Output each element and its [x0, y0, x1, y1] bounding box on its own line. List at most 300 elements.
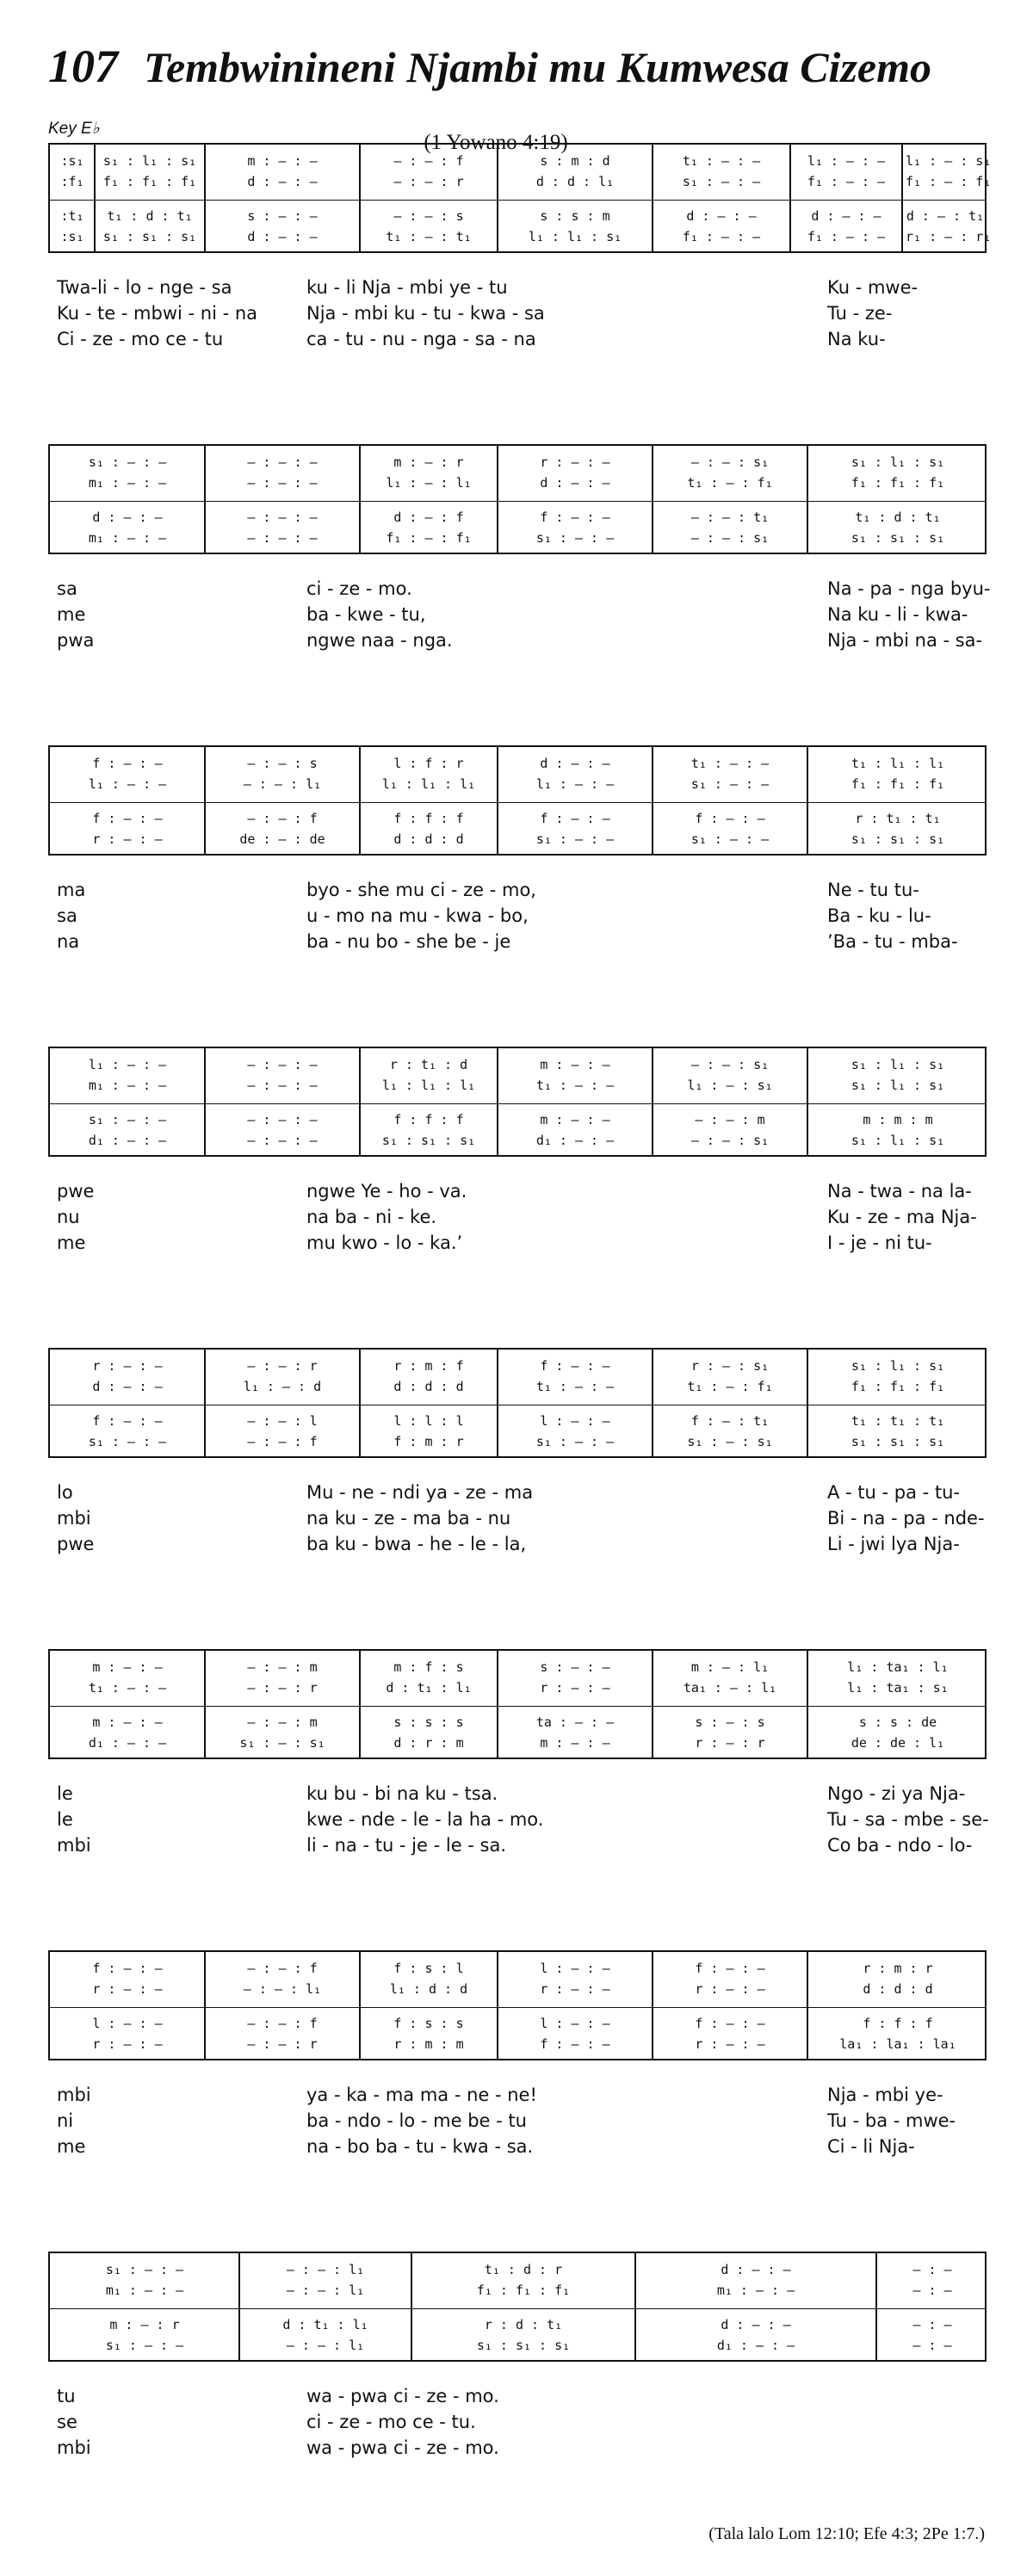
measure-notes: l₁ : ta₁ : l₁: [847, 1659, 949, 1675]
lyric-segment: Na - twa - na la-: [827, 1181, 972, 1202]
voice-row: [50, 1980, 985, 1998]
measure-notes: de : de : l₁: [851, 1735, 945, 1751]
voice-row: [50, 453, 985, 472]
voice-row: [50, 1959, 985, 1978]
measure-notes: d₁ : — : —: [716, 2338, 795, 2353]
measure-notes: s₁ : — : —: [535, 1434, 615, 1449]
measure-notes: f : s : s: [393, 2016, 464, 2031]
staff-divider: [50, 802, 985, 803]
voice-row: [50, 1076, 985, 1095]
measure-notes: m : — : —: [540, 1057, 610, 1072]
measure-notes: s₁ : — : —: [690, 831, 770, 847]
measure-notes: — : — : l₁: [243, 1981, 322, 1997]
measure-notes: s₁ : — : s₁: [687, 1434, 773, 1449]
measure-notes: f₁ : — : f₁: [386, 530, 472, 546]
measure-notes: d : — : —: [247, 174, 318, 189]
measure-notes: m : — : l₁: [690, 1659, 770, 1675]
measure-notes: l₁ : — : l₁: [386, 475, 472, 491]
measure-notes: — : — : m: [695, 1112, 765, 1127]
measure-notes: s₁ : s₁ : s₁: [102, 229, 197, 244]
measure-notes: f : — : t₁: [690, 1413, 770, 1429]
measure-notes: f₁ : f₁ : f₁: [476, 2283, 571, 2298]
measure-notes: f₁ : f₁ : f₁: [851, 475, 945, 491]
measure-notes: — : — : —: [247, 454, 318, 470]
measure-notes: l : — : —: [540, 1413, 610, 1429]
measure-notes: s : s : m: [540, 208, 610, 224]
measure-notes: f : — : —: [695, 1961, 765, 1976]
lyric-segment: Ngo - zi ya Nja-: [827, 1783, 966, 1804]
lyric-segment: Ba - ku - lu-: [827, 905, 931, 926]
voice-row: [50, 172, 992, 191]
measure-notes: t₁ : — : t₁: [386, 229, 472, 244]
measure-notes: :s₁: [60, 153, 84, 169]
voice-row: [50, 508, 985, 527]
measure-notes: s₁ : — : —: [88, 1434, 167, 1449]
lyric-segment: ku bu - bi na ku - tsa.: [306, 1783, 498, 1804]
lyric-segment: lo: [57, 1482, 73, 1503]
measure-notes: s : s : de: [858, 1714, 937, 1730]
measure-notes: s₁ : l₁ : s₁: [851, 1358, 945, 1374]
measure-notes: l₁ : — : —: [88, 1057, 167, 1072]
measure-notes: l₁ : — : s₁: [906, 153, 992, 169]
measure-notes: f₁ : — : —: [807, 229, 886, 244]
measure-notes: — : — : l₁: [286, 2262, 365, 2277]
lyric-segment: ba - ndo - lo - me be - tu: [306, 2110, 527, 2131]
lyric-line: [48, 2136, 987, 2160]
lyric-segment: na ku - ze - ma ba - nu: [306, 1508, 511, 1529]
lyric-segment: me: [57, 1232, 86, 1253]
lyric-segment: ngwe naa - nga.: [306, 630, 453, 651]
measure-notes: f : f : f: [393, 1112, 464, 1127]
measure-notes: s : — : s: [695, 1714, 765, 1730]
measure-notes: — : — : m: [247, 1659, 318, 1675]
measure-notes: — : — : —: [247, 530, 318, 546]
measure-notes: s₁ : l₁ : s₁: [851, 1078, 945, 1093]
measure-notes: r : — : r: [695, 1735, 765, 1751]
lyric-segment: na: [57, 931, 80, 952]
measure-notes: :f₁: [60, 174, 84, 189]
measure-notes: l₁ : d : d: [389, 1981, 468, 1997]
lyric-segment: Tu - ze-: [827, 303, 893, 324]
lyric-segment: ci - ze - mo.: [306, 578, 412, 599]
measure-notes: — : —: [912, 2262, 952, 2277]
measure-notes: — : — : r: [247, 2036, 318, 2052]
lyric-line: [48, 630, 987, 654]
measure-notes: r : — : —: [695, 1981, 765, 1997]
lyric-segment: Ku - ze - ma Nja-: [827, 1207, 977, 1227]
measure-notes: t₁ : d : t₁: [855, 510, 941, 525]
solfa-staff: [48, 1950, 987, 2060]
measure-notes: d : — : —: [540, 756, 610, 771]
measure-notes: f : — : —: [695, 811, 765, 826]
lyric-segment: ba - kwe - tu,: [306, 604, 426, 625]
music-system: [48, 1348, 987, 1554]
measure-notes: s₁ : l₁ : s₁: [102, 153, 197, 169]
voice-row: [50, 528, 985, 547]
lyric-segment: Ne - tu tu-: [827, 880, 919, 900]
lyric-line: [48, 2412, 987, 2436]
lyric-segment: A - tu - pa - tu-: [827, 1482, 961, 1503]
staff-divider: [50, 2007, 985, 2008]
lyric-segment: byo - she mu ci - ze - mo,: [306, 880, 536, 900]
lyric-segment: kwe - nde - le - la ha - mo.: [306, 1809, 544, 1830]
measure-notes: s : — : —: [247, 208, 318, 224]
measure-notes: t₁ : — : —: [88, 1680, 167, 1696]
voice-row: [50, 2336, 985, 2355]
lyric-segment: nu: [57, 1207, 80, 1227]
lyric-segment: ya - ka - ma ma - ne - ne!: [306, 2085, 537, 2105]
lyric-segment: Bi - na - pa - nde-: [827, 1508, 985, 1529]
measure-notes: ta : — : —: [535, 1714, 615, 1730]
lyric-segment: Co ba - ndo - lo-: [827, 1835, 973, 1856]
voice-row: [50, 2014, 985, 2033]
lyric-segment: ci - ze - mo ce - tu.: [306, 2412, 476, 2432]
measure-notes: s₁ : s₁ : s₁: [851, 831, 945, 847]
music-system: [48, 2252, 987, 2458]
measure-notes: d : t₁ : l₁: [386, 1680, 472, 1696]
measure-notes: m₁ : — : —: [88, 530, 167, 546]
measure-notes: d : — : —: [811, 208, 881, 224]
hymn-number: 107: [48, 40, 118, 92]
measure-notes: de : — : de: [239, 831, 325, 847]
measure-notes: s₁ : l₁ : s₁: [851, 1133, 945, 1148]
measure-notes: l₁ : — : —: [535, 776, 615, 792]
lyric-line: [48, 1232, 987, 1257]
measure-notes: l₁ : l₁ : l₁: [381, 776, 476, 792]
music-system: [48, 1649, 989, 1856]
measure-notes: t₁ : — : —: [535, 1379, 615, 1394]
measure-notes: d : d : d: [393, 1379, 464, 1394]
lyric-segment: wa - pwa ci - ze - mo.: [306, 2386, 499, 2406]
music-system: [48, 1950, 987, 2157]
voice-row: [50, 2260, 985, 2279]
measure-notes: — : — : r: [393, 174, 464, 189]
measure-notes: f : — : —: [92, 1413, 163, 1429]
lyric-segment: Ci - li Nja-: [827, 2136, 915, 2157]
measure-notes: d : d : d: [863, 1981, 933, 1997]
solfa-staff: [48, 143, 992, 253]
measure-notes: l : — : —: [540, 1961, 610, 1976]
measure-notes: s₁ : s₁ : s₁: [851, 530, 945, 546]
measure-notes: — : — : s: [247, 756, 318, 771]
measure-notes: t₁ : — : f₁: [687, 1379, 773, 1394]
lyric-line: [48, 1482, 987, 1506]
lyric-segment: Tu - ba - mwe-: [827, 2110, 956, 2131]
measure-notes: — : — : r: [247, 1358, 318, 1374]
voice-row: [50, 2281, 985, 2300]
measure-notes: s₁ : — : —: [535, 530, 615, 546]
measure-notes: f : — : —: [695, 2016, 765, 2031]
lyric-segment: pwe: [57, 1181, 95, 1202]
measure-notes: s₁ : — : —: [88, 1112, 167, 1127]
measure-notes: d : — : —: [92, 510, 163, 525]
measure-notes: s₁ : — : —: [682, 174, 761, 189]
measure-notes: t₁ : l₁ : l₁: [851, 756, 945, 771]
measure-notes: s₁ : — : —: [88, 454, 167, 470]
lyric-segment: ni: [57, 2110, 74, 2131]
measure-notes: — : — : l: [247, 1413, 318, 1429]
lyric-line: [48, 1508, 987, 1532]
measure-notes: r : d : t₁: [484, 2317, 563, 2332]
measure-notes: r : — : s₁: [690, 1358, 770, 1374]
measure-notes: s₁ : l₁ : s₁: [851, 1057, 945, 1072]
measure-notes: m : m : m: [863, 1112, 933, 1127]
measure-notes: m : — : r: [393, 454, 464, 470]
measure-notes: — : — : f: [393, 153, 464, 169]
voice-row: [50, 1377, 985, 1396]
measure-notes: l₁ : ta₁ : s₁: [847, 1680, 949, 1696]
measure-notes: — : — : l₁: [243, 776, 322, 792]
measure-notes: f₁ : — : f₁: [906, 174, 992, 189]
measure-notes: — : — : —: [247, 475, 318, 491]
lyric-segment: le: [57, 1783, 73, 1804]
staff-divider: [50, 501, 985, 502]
lyric-segment: me: [57, 604, 86, 625]
lyric-line: [48, 1809, 987, 1833]
lyric-segment: Ci - ze - mo ce - tu: [57, 329, 224, 349]
lyric-segment: me: [57, 2136, 86, 2157]
key-signature: Key E♭: [48, 120, 100, 138]
measure-notes: l : l : l: [393, 1413, 464, 1429]
lyric-line: [48, 2386, 987, 2410]
voice-row: [50, 1055, 985, 1074]
voice-row: [50, 207, 985, 225]
measure-notes: l₁ : — : —: [88, 776, 167, 792]
measure-notes: r : — : —: [92, 2036, 163, 2052]
voice-row: [50, 775, 985, 794]
voice-row: [50, 2315, 985, 2334]
measure-notes: f : — : —: [540, 1358, 610, 1374]
lyric-segment: mu kwo - lo - ka.’: [306, 1232, 463, 1253]
lyric-segment: pwe: [57, 1534, 95, 1554]
lyric-line: [48, 931, 987, 955]
lyric-segment: mbi: [57, 2085, 91, 2105]
music-system: [48, 143, 992, 349]
lyric-line: [48, 604, 987, 628]
measure-notes: t₁ : — : —: [690, 756, 770, 771]
voice-row: [50, 2035, 985, 2054]
measure-notes: f : s : l: [393, 1961, 464, 1976]
measure-notes: r : — : —: [540, 1981, 610, 1997]
lyric-line: [48, 329, 987, 353]
measure-notes: l₁ : l₁ : l₁: [381, 1078, 476, 1093]
measure-notes: f₁ : — : —: [682, 229, 761, 244]
measure-notes: l₁ : — : d: [243, 1379, 322, 1394]
measure-notes: f : — : —: [92, 1961, 163, 1976]
measure-notes: r : m : f: [393, 1358, 464, 1374]
lyric-line: [48, 1534, 987, 1558]
lyric-segment: na - bo ba - tu - kwa - sa.: [306, 2136, 534, 2157]
measure-notes: t₁ : d : t₁: [107, 208, 193, 224]
lyric-line: [48, 1835, 987, 1859]
staff-divider: [50, 2308, 985, 2309]
measure-notes: s₁ : — : s₁: [239, 1735, 325, 1751]
measure-notes: — : — : l₁: [286, 2338, 365, 2353]
lyric-segment: Ku - te - mbwi - ni - na: [57, 303, 258, 324]
measure-notes: r : — : —: [540, 454, 610, 470]
solfa-staff: [48, 745, 987, 856]
measure-notes: t₁ : — : —: [682, 153, 761, 169]
measure-notes: d : — : —: [92, 1379, 163, 1394]
voice-row: [50, 1658, 985, 1677]
staff-divider: [50, 1103, 985, 1104]
measure-notes: m : — : —: [92, 1659, 163, 1675]
measure-notes: m : — : —: [540, 1112, 610, 1127]
measure-notes: s : — : —: [540, 1659, 610, 1675]
measure-notes: s : s : s: [393, 1714, 464, 1730]
music-system: [48, 444, 991, 651]
measure-notes: f₁ : — : —: [807, 174, 886, 189]
lyric-segment: I - je - ni tu-: [827, 1232, 932, 1253]
measure-notes: — : — : s₁: [690, 1133, 770, 1148]
measure-notes: — : —: [912, 2317, 952, 2332]
lyric-segment: tu: [57, 2386, 76, 2406]
measure-notes: l : f : r: [393, 756, 464, 771]
measure-notes: l₁ : — : s₁: [687, 1078, 773, 1093]
measure-notes: t₁ : d : r: [484, 2262, 563, 2277]
measure-notes: — : — : —: [247, 1133, 318, 1148]
lyric-segment: pwa: [57, 630, 95, 651]
measure-notes: f₁ : f₁ : f₁: [851, 776, 945, 792]
lyric-segment: ngwe Ye - ho - va.: [306, 1181, 467, 1202]
voice-row: [50, 1356, 985, 1375]
measure-notes: — : — : f: [247, 1961, 318, 1976]
measure-notes: m : — : —: [247, 153, 318, 169]
measure-notes: — : — : l₁: [286, 2283, 365, 2298]
measure-notes: — : —: [912, 2283, 952, 2298]
solfa-staff: [48, 1047, 987, 1157]
measure-notes: d : d : l₁: [535, 174, 615, 189]
lyric-line: [48, 905, 987, 930]
measure-notes: d₁ : — : —: [88, 1735, 167, 1751]
lyric-segment: Nja - mbi ye-: [827, 2085, 943, 2105]
lyric-line: [48, 2437, 987, 2462]
measure-notes: f₁ : f₁ : f₁: [102, 174, 197, 189]
measure-notes: — : — : m: [247, 1714, 318, 1730]
lyric-segment: ba - nu bo - she be - je: [306, 931, 511, 952]
lyric-line: [48, 578, 991, 602]
measure-notes: m₁ : — : —: [105, 2283, 184, 2298]
lyric-segment: Mu - ne - ndi ya - ze - ma: [306, 1482, 534, 1503]
solfa-staff: [48, 2252, 987, 2362]
measure-notes: d : — : —: [721, 2317, 791, 2332]
measure-notes: m₁ : — : —: [716, 2283, 795, 2298]
measure-notes: r : m : m: [393, 2036, 464, 2052]
lyric-segment: Ku - mwe-: [827, 277, 919, 298]
lyric-segment: sa: [57, 905, 77, 926]
music-system: [48, 745, 987, 952]
voice-row: [50, 151, 992, 170]
measure-notes: — : — : —: [247, 1078, 318, 1093]
measure-notes: d₁ : — : —: [88, 1133, 167, 1148]
solfa-staff: [48, 1649, 987, 1759]
hymn-title: Tembwinineni Njambi mu Kumwesa Cizemo: [144, 43, 931, 91]
lyric-segment: wa - pwa ci - ze - mo.: [306, 2437, 499, 2458]
measure-notes: s₁ : — : —: [105, 2338, 184, 2353]
measure-notes: m : f : s: [393, 1659, 464, 1675]
measure-notes: m₁ : — : —: [88, 1078, 167, 1093]
solfa-staff: [48, 444, 987, 554]
voice-row: [50, 1678, 985, 1697]
measure-notes: — : — : —: [247, 510, 318, 525]
measure-notes: — : — : r: [247, 1680, 318, 1696]
measure-notes: d : — : f: [393, 510, 464, 525]
measure-notes: ta₁ : — : l₁: [683, 1680, 777, 1696]
measure-notes: r : — : —: [695, 2036, 765, 2052]
voice-row: [50, 227, 992, 246]
measure-notes: la₁ : la₁ : la₁: [839, 2036, 956, 2052]
lyric-segment: Nja - mbi ku - tu - kwa - sa: [306, 303, 545, 324]
measure-notes: r₁ : — : r₁: [906, 229, 992, 244]
lyric-segment: Na - pa - nga byu-: [827, 578, 991, 599]
measure-notes: s₁ : s₁ : s₁: [476, 2338, 571, 2353]
staff-divider: [50, 200, 985, 201]
lyric-segment: sa: [57, 578, 77, 599]
lyric-segment: ba ku - bwa - he - le - la,: [306, 1534, 527, 1554]
measure-notes: l : — : —: [540, 2016, 610, 2031]
measure-notes: f : — : —: [540, 2036, 610, 2052]
measure-notes: — : —: [912, 2338, 952, 2353]
measure-notes: — : — : s₁: [690, 530, 770, 546]
measure-notes: t₁ : t₁ : t₁: [851, 1413, 945, 1429]
measure-notes: — : — : s: [393, 208, 464, 224]
lyric-line: [48, 1181, 987, 1205]
lyric-line: [48, 880, 987, 904]
measure-notes: f : f : f: [393, 811, 464, 826]
measure-notes: d : t₁ : l₁: [282, 2317, 368, 2332]
measure-notes: m₁ : — : —: [88, 475, 167, 491]
measure-notes: r : — : —: [92, 1981, 163, 1997]
voice-row: [50, 1131, 985, 1150]
measure-notes: d : — : t₁: [906, 208, 985, 224]
measure-notes: r : — : —: [540, 1680, 610, 1696]
lyric-segment: li - na - tu - je - le - sa.: [306, 1835, 507, 1856]
lyric-segment: Tu - sa - mbe - se-: [827, 1809, 989, 1830]
measure-notes: — : — : —: [247, 1057, 318, 1072]
measure-notes: :t₁: [60, 208, 84, 224]
measure-notes: m : — : —: [92, 1714, 163, 1730]
scripture-reference: (1 Yowano 4:19): [424, 131, 568, 154]
measure-notes: f : f : f: [863, 2016, 933, 2031]
measure-notes: s : m : d: [540, 153, 610, 169]
measure-notes: l₁ : — : —: [807, 153, 886, 169]
measure-notes: r : — : —: [92, 1358, 163, 1374]
measure-notes: d : — : —: [540, 475, 610, 491]
voice-row: [50, 1432, 985, 1451]
measure-notes: f : m : r: [393, 1434, 464, 1449]
lyric-segment: u - mo na mu - kwa - bo,: [306, 905, 529, 926]
footnote: (Tala lalo Lom 12:10; Efe 4:3; 2Pe 1:7.): [708, 2524, 985, 2543]
measure-notes: — : — : f: [247, 2016, 318, 2031]
voice-row: [50, 1733, 985, 1752]
voice-row: [50, 830, 985, 849]
solfa-staff: [48, 1348, 987, 1458]
lyric-segment: mbi: [57, 1508, 91, 1529]
measure-notes: — : — : s₁: [690, 454, 770, 470]
measure-notes: — : — : s₁: [690, 1057, 770, 1072]
measure-notes: d₁ : — : —: [535, 1133, 615, 1148]
lyric-segment: Li - jwi lya Nja-: [827, 1534, 960, 1554]
lyric-segment: le: [57, 1809, 73, 1830]
lyric-segment: na ba - ni - ke.: [306, 1207, 437, 1227]
measure-notes: s₁ : s₁ : s₁: [381, 1133, 476, 1148]
lyric-segment: Na ku-: [827, 329, 886, 349]
lyric-segment: Na ku - li - kwa-: [827, 604, 968, 625]
measure-notes: s₁ : l₁ : s₁: [851, 454, 945, 470]
lyric-segment: se: [57, 2412, 77, 2432]
lyric-line: [48, 2085, 987, 2109]
measure-notes: f : — : —: [92, 811, 163, 826]
